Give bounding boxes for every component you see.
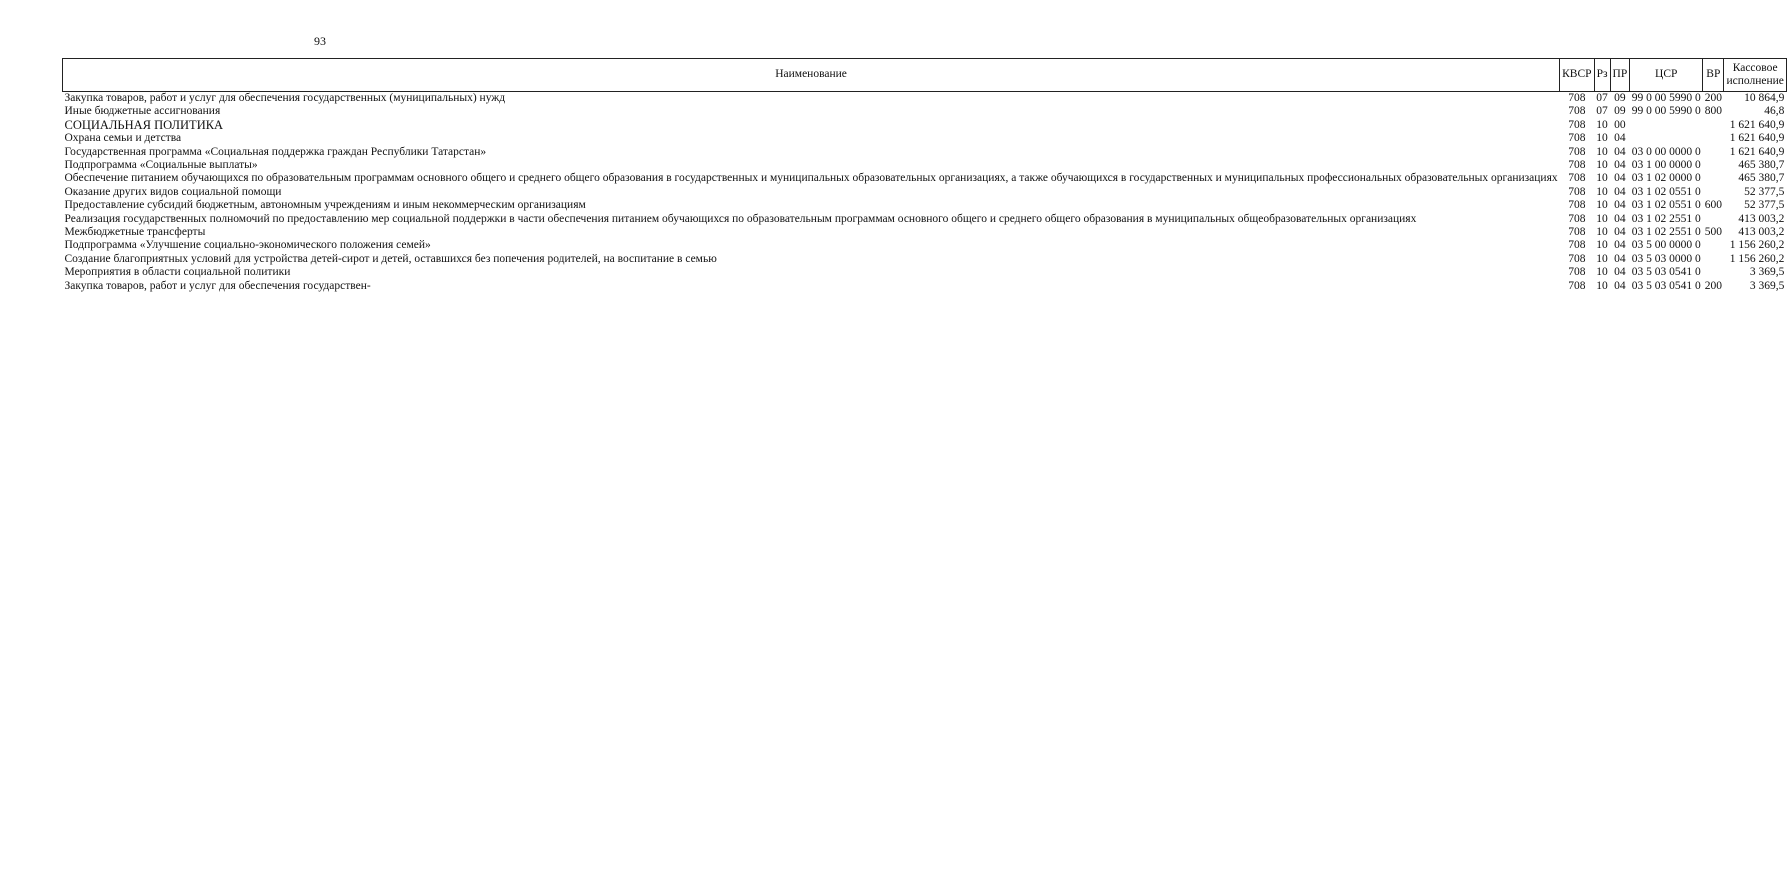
table-row: [63, 132, 1787, 145]
row-kvsr: 708: [1568, 199, 1586, 212]
table-row: [63, 146, 1787, 159]
row-kvsr: 708: [1568, 212, 1586, 225]
column-header-pr: ПР: [1610, 59, 1630, 92]
row-pr: 04: [1614, 159, 1626, 172]
row-pr: 09: [1614, 105, 1626, 118]
row-amount: 52 377,5: [1744, 185, 1785, 198]
row-name: Иные бюджетные ассигнования: [64, 105, 221, 118]
row-kvsr: 708: [1568, 118, 1586, 131]
row-name: Закупка товаров, работ и услуг для обеспечения государственных (муниципальных) нужд: [64, 92, 506, 104]
row-name: Подпрограмма «Социальные выплаты»: [64, 159, 258, 172]
row-kvsr: 708: [1568, 92, 1586, 104]
table-row: [63, 239, 1787, 252]
row-kvsr: 708: [1568, 279, 1586, 292]
row-amount: 1 621 640,9: [1729, 118, 1785, 131]
row-pr: 04: [1614, 266, 1626, 279]
row-name: Межбюджетные трансферты: [64, 226, 206, 239]
row-pr: 00: [1614, 118, 1626, 131]
table-row: [63, 213, 1787, 226]
row-vr: 200: [1704, 92, 1722, 104]
row-amount: 413 003,2: [1738, 226, 1785, 239]
row-rz: 10: [1596, 145, 1608, 158]
row-pr: 04: [1614, 132, 1626, 145]
table-row: [63, 172, 1787, 185]
row-vr: 600: [1704, 199, 1722, 212]
row-pr: 04: [1614, 226, 1626, 239]
row-csr: 03 5 03 0000 0: [1631, 252, 1701, 265]
row-pr: 04: [1614, 212, 1626, 225]
row-kvsr: 708: [1568, 266, 1586, 279]
row-pr: 04: [1614, 239, 1626, 252]
row-amount: 465 380,7: [1738, 172, 1785, 185]
row-kvsr: 708: [1568, 252, 1586, 265]
row-vr: 500: [1704, 226, 1722, 239]
row-kvsr: 708: [1568, 132, 1586, 145]
row-kvsr: 708: [1568, 185, 1586, 198]
table-row: [63, 266, 1787, 279]
row-rz: 10: [1596, 279, 1608, 292]
table-row: [63, 253, 1787, 266]
row-pr: 04: [1614, 185, 1626, 198]
row-amount: 465 380,7: [1738, 159, 1785, 172]
row-rz: 10: [1596, 212, 1608, 225]
row-name: СОЦИАЛЬНАЯ ПОЛИТИКА: [64, 117, 224, 132]
row-csr: 03 5 03 0541 0: [1631, 266, 1701, 279]
row-csr: 03 1 00 0000 0: [1631, 159, 1701, 172]
row-rz: 10: [1596, 172, 1608, 185]
column-header-csr: ЦСР: [1630, 59, 1703, 92]
row-amount: 46,8: [1764, 105, 1785, 118]
row-amount: 1 621 640,9: [1729, 145, 1785, 158]
row-vr: [1703, 146, 1724, 159]
row-csr: [1630, 119, 1703, 132]
row-vr: 200: [1704, 279, 1722, 292]
row-rz: 07: [1596, 92, 1608, 104]
row-pr: 09: [1614, 92, 1626, 104]
row-csr: [1630, 132, 1703, 145]
column-header-kvsr: КВСР: [1560, 59, 1594, 92]
row-csr: 03 1 02 0000 0: [1631, 172, 1701, 185]
row-csr: 99 0 00 5990 0: [1631, 105, 1701, 118]
row-kvsr: 708: [1568, 239, 1586, 252]
row-csr: 03 1 02 0551 0: [1631, 185, 1701, 198]
row-kvsr: 708: [1568, 159, 1586, 172]
row-vr: 800: [1704, 105, 1722, 118]
row-pr: 04: [1614, 279, 1626, 292]
row-name: Закупка товаров, работ и услуг для обеспечения государствен-: [64, 279, 371, 292]
table-row: [63, 119, 1787, 132]
row-vr: [1703, 132, 1724, 145]
table-row: [63, 226, 1787, 239]
row-pr: 04: [1614, 145, 1626, 158]
row-kvsr: 708: [1568, 105, 1586, 118]
row-name: Предоставление субсидий бюджетным, автономным учреждениям и иным некоммерческим организациям: [64, 199, 586, 212]
row-vr: [1703, 172, 1724, 185]
row-rz: 10: [1596, 132, 1608, 145]
row-csr: 03 5 00 0000 0: [1631, 239, 1701, 252]
row-vr: [1703, 213, 1724, 226]
table-row: [63, 186, 1787, 199]
row-name: Государственная программа «Социальная поддержка граждан Республики Татарстан»: [64, 145, 487, 158]
row-amount: 3 369,5: [1749, 266, 1785, 279]
row-csr: 03 1 02 2551 0: [1631, 226, 1701, 239]
row-amount: 10 864,9: [1744, 92, 1785, 104]
table-row: [63, 159, 1787, 172]
column-header-name: Наименование: [63, 59, 1560, 92]
page-number: 93: [314, 34, 326, 48]
row-csr: 03 0 00 0000 0: [1631, 145, 1701, 158]
row-name: Обеспечение питанием обучающихся по образовательным программам основного общего и среднего общего образования в государственных и муниципальных образовательных организациях, а также обучающихся в государственных и муниципальных профессиональных образовательных организациях: [64, 172, 1558, 185]
row-vr: [1703, 119, 1724, 132]
row-vr: [1703, 239, 1724, 252]
row-pr: 04: [1614, 252, 1626, 265]
row-amount: 1 156 260,2: [1729, 252, 1785, 265]
row-name: Мероприятия в области социальной политики: [64, 266, 291, 279]
row-rz: 10: [1596, 118, 1608, 131]
row-rz: 10: [1596, 266, 1608, 279]
row-pr: 04: [1614, 199, 1626, 212]
table-header-row: [63, 59, 1787, 92]
column-header-amount: Кассовое исполнение: [1724, 59, 1786, 92]
row-rz: 10: [1596, 226, 1608, 239]
row-csr: 03 5 03 0541 0: [1631, 279, 1701, 292]
row-csr: 03 1 02 2551 0: [1631, 212, 1701, 225]
budget-table: [62, 58, 1787, 293]
table-row: [63, 199, 1787, 212]
row-rz: 10: [1596, 159, 1608, 172]
row-csr: 03 1 02 0551 0: [1631, 199, 1701, 212]
row-name: Оказание других видов социальной помощи: [64, 185, 282, 198]
row-rz: 07: [1596, 105, 1608, 118]
row-amount: 52 377,5: [1744, 199, 1785, 212]
row-name: Подпрограмма «Улучшение социально-экономического положения семей»: [64, 239, 431, 252]
row-rz: 10: [1596, 199, 1608, 212]
column-header-vr: ВР: [1703, 59, 1724, 92]
table-row: [63, 92, 1787, 106]
row-csr: 99 0 00 5990 0: [1631, 92, 1701, 104]
row-amount: 413 003,2: [1738, 212, 1785, 225]
table-row: [63, 105, 1787, 118]
row-vr: [1703, 186, 1724, 199]
row-pr: 04: [1614, 172, 1626, 185]
row-vr: [1703, 253, 1724, 266]
row-amount: 1 156 260,2: [1729, 239, 1785, 252]
row-rz: 10: [1596, 185, 1608, 198]
row-vr: [1703, 159, 1724, 172]
row-kvsr: 708: [1568, 226, 1586, 239]
table-row: [63, 280, 1787, 293]
row-name: Реализация государственных полномочий по предоставлению мер социальной поддержки в части обеспечения питанием обучающихся по образовательным программам основного общего и среднего общего образования в муниципальных общеобразовательных организациях: [64, 212, 1417, 225]
row-kvsr: 708: [1568, 172, 1586, 185]
row-amount: 1 621 640,9: [1729, 132, 1785, 145]
row-name: Создание благоприятных условий для устройства детей-сирот и детей, оставшихся без попечения родителей, на воспитание в семью: [64, 252, 717, 265]
row-amount: 3 369,5: [1749, 279, 1785, 292]
column-header-rz: Рз: [1594, 59, 1610, 92]
row-kvsr: 708: [1568, 145, 1586, 158]
row-vr: [1703, 266, 1724, 279]
row-rz: 10: [1596, 239, 1608, 252]
row-rz: 10: [1596, 252, 1608, 265]
row-name: Охрана семьи и детства: [64, 132, 182, 145]
